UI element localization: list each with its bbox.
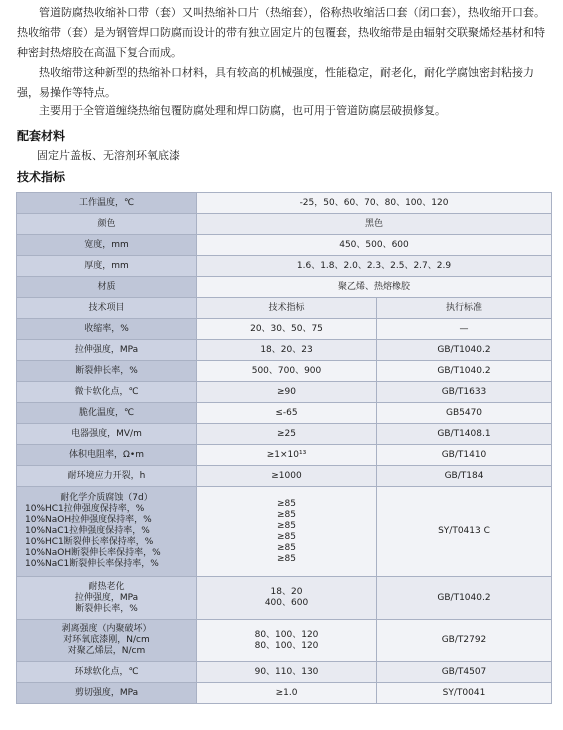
table-row-peel-strength (17, 620, 552, 662)
chem-value: ≥85 (277, 542, 296, 553)
row-standard: GB5470 (377, 403, 552, 424)
row-label: 工作温度，℃ (17, 193, 197, 214)
chem-value: ≥85 (277, 553, 296, 564)
column-header-standard: 执行标准 (377, 298, 552, 319)
row-standard: GB/T1408.1 (377, 424, 552, 445)
row-value: 90、110、130 (197, 662, 377, 683)
aging-item: 耐热老化 (88, 581, 125, 592)
row-value: 500、700、900 (197, 361, 377, 382)
chem-item: 10%NaC1拉伸强度保持率，% (25, 526, 150, 536)
row-standard: GB/T1040.2 (377, 577, 552, 620)
row-value: 聚乙烯、热熔橡胶 (197, 277, 552, 298)
column-header-value: 技术指标 (197, 298, 377, 319)
row-label: 材质 (17, 277, 197, 298)
row-item: 断裂伸长率，% (17, 361, 197, 382)
peel-value: 80、100、120 (254, 640, 319, 651)
row-value: 20、30、50、75 (197, 319, 377, 340)
row-item: 剪切强度，MPa (17, 683, 197, 704)
chem-item: 10%NaOH拉伸强度保持率，% (25, 515, 152, 525)
table-row-heat-aging (17, 577, 552, 620)
table-row (17, 445, 552, 466)
table-row (17, 466, 552, 487)
peel-value: 80、100、120 (254, 629, 319, 640)
row-standard: GB/T1040.2 (377, 340, 552, 361)
aging-value: 18、20 (270, 587, 303, 597)
chem-item: 10%NaOH断裂伸长率保持率，% (25, 548, 161, 558)
intro-paragraph-1: 管道防腐热收缩补口带（套）又叫热缩补口片（热缩套），俗称热收缩活口套（闭口套），热收缩开口套。热收缩带（套）是为钢管焊口防腐而设计的带有独立固定片的包覆套，热收缩带是由辐射交联聚烯烃基材和特种密封热熔胶在高温下复合而成。 (17, 6, 545, 59)
row-standard: SY/T0041 (377, 683, 552, 704)
row-value: ≥1000 (197, 466, 377, 487)
materials-heading: 配套材料 (17, 129, 66, 143)
table-row (17, 382, 552, 403)
row-value-group (197, 577, 377, 620)
row-label: 颜色 (17, 214, 197, 235)
spec-table (16, 192, 552, 704)
peel-item: 对环氧底漆刚，N/cm (63, 635, 150, 645)
chem-item-title: 耐化学介质腐蚀（7d） (60, 493, 153, 503)
row-value-group (197, 487, 377, 577)
table-row (17, 662, 552, 683)
row-item-group (17, 577, 197, 620)
row-item: 拉伸强度，MPa (17, 340, 197, 361)
aging-item: 断裂伸长率，% (75, 603, 138, 614)
table-row (17, 277, 552, 298)
table-row (17, 319, 552, 340)
row-value: ≤-65 (197, 403, 377, 424)
row-value: -25，50、60、70、80、100、120 (197, 193, 552, 214)
table-row (17, 340, 552, 361)
table-header-row (17, 298, 552, 319)
row-value: ≥90 (197, 382, 377, 403)
chem-value: ≥85 (277, 498, 296, 509)
aging-item: 拉伸强度，MPa (74, 592, 139, 603)
chem-item: 10%HC1断裂伸长率保持率，% (25, 537, 154, 547)
table-row (17, 361, 552, 382)
table-row (17, 683, 552, 704)
row-item: 收缩率，% (17, 319, 197, 340)
row-value: 18、20、23 (197, 340, 377, 361)
chem-item: 10%HC1拉伸强度保持率，% (25, 504, 145, 514)
row-standard: GB/T4507 (377, 662, 552, 683)
specs-heading: 技术指标 (17, 170, 66, 184)
chem-item: 10%NaC1断裂伸长率保持率，% (25, 559, 159, 569)
materials-text: 固定片盖板、无溶剂环氧底漆 (37, 149, 180, 162)
table-row-chemical-resistance (17, 487, 552, 577)
row-item-group (17, 487, 197, 577)
row-item-group (17, 620, 197, 662)
row-value-group (197, 620, 377, 662)
chem-value: ≥85 (277, 520, 296, 531)
row-value: 1.6、1.8、2.0、2.3、2.5、2.7、2.9 (197, 256, 552, 277)
table-row (17, 256, 552, 277)
row-item: 耐环境应力开裂，h (17, 466, 197, 487)
intro-paragraph-3: 主要用于全管道缠绕热缩包覆防腐处理和焊口防腐，也可用于管道防腐层破损修复。 (39, 104, 446, 117)
table-row (17, 235, 552, 256)
row-value: 黑色 (197, 214, 552, 235)
row-item: 电器强度，MV/m (17, 424, 197, 445)
row-value: 450、500、600 (197, 235, 552, 256)
row-item: 环球软化点，℃ (17, 662, 197, 683)
row-standard: — (377, 319, 552, 340)
row-value: ≥1.0 (197, 683, 377, 704)
table-row (17, 214, 552, 235)
table-row (17, 403, 552, 424)
row-label: 厚度，mm (17, 256, 197, 277)
row-item: 体积电阻率，Ω•m (17, 445, 197, 466)
aging-value: 400、600 (264, 598, 309, 608)
row-value: ≥1×10¹³ (197, 445, 377, 466)
table-row (17, 193, 552, 214)
peel-item: 剥离强度（内聚破坏） (61, 624, 152, 634)
row-standard: GB/T1410 (377, 445, 552, 466)
row-standard: GB/T2792 (377, 620, 552, 662)
row-standard: SY/T0413 C (377, 487, 552, 577)
row-standard: GB/T1040.2 (377, 361, 552, 382)
column-header-item: 技术项目 (17, 298, 197, 319)
row-item: 微卡软化点，℃ (17, 382, 197, 403)
intro-paragraph-2: 热收缩带这种新型的热缩补口材料，具有较高的机械强度，性能稳定，耐老化，耐化学腐蚀密封粘接力强，易操作等特点。 (17, 66, 534, 99)
chem-value: ≥85 (277, 531, 296, 542)
row-standard: GB/T1633 (377, 382, 552, 403)
row-standard: GB/T184 (377, 466, 552, 487)
chem-value: ≥85 (277, 509, 296, 520)
row-value: ≥25 (197, 424, 377, 445)
row-item: 脆化温度，℃ (17, 403, 197, 424)
table-row (17, 424, 552, 445)
peel-item: 对聚乙烯层，N/cm (67, 646, 146, 656)
row-label: 宽度，mm (17, 235, 197, 256)
